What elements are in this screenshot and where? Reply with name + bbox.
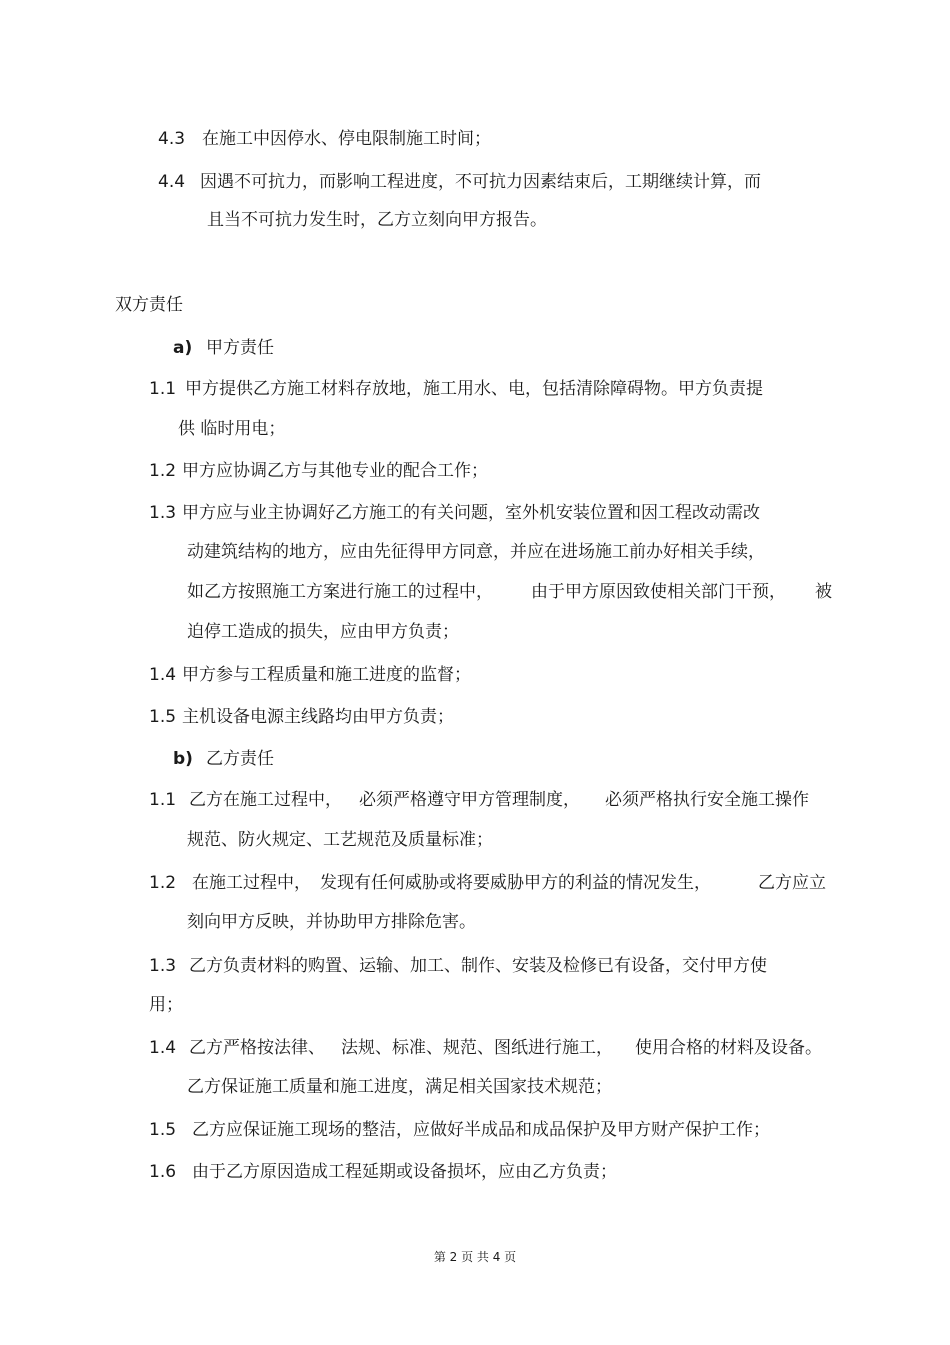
item-4-4 [158,171,761,193]
item-text-continued: 由于甲方原因致使相关部门干预， [531,582,786,602]
item-text-continued: 用； [149,995,183,1015]
item-text-continued: 规范、防火规定、工艺规范及质量标准； [187,830,493,850]
subsection-heading-a [173,337,274,359]
item-text-continued: 发现有任何威胁或将要威胁甲方的利益的情况发生， [320,873,711,893]
item-text: 甲方参与工程质量和施工进度的监督； [182,665,471,685]
item-text-continued: 必须严格执行安全施工操作 [605,790,809,810]
b-item-1-4 [149,1037,325,1059]
b-item-1-6 [149,1161,617,1183]
a-item-1-5 [149,706,454,728]
b-item-1-5 [149,1119,770,1141]
subsection-label: b) [173,749,193,769]
item-number: 1.1 [149,790,177,810]
subsection-title: 乙方责任 [206,749,274,769]
a-item-1-1 [149,378,763,400]
item-number: 1.3 [149,956,177,976]
item-text: 乙方负责材料的购置、运输、加工、制作、安装及检修已有设备，交付甲方使 [189,956,767,976]
item-number: 1.4 [149,1038,177,1058]
item-text-continued: 迫停工造成的损失，应由甲方负责； [187,622,459,642]
item-text: 甲方应协调乙方与其他专业的配合工作； [182,461,488,481]
item-text-continued: 且当不可抗力发生时，乙方立刻向甲方报告。 [207,210,547,230]
item-text: 在施工中因停水、停电限制施工时间； [202,129,491,149]
subsection-title: 甲方责任 [206,338,274,358]
a-item-1-3 [149,502,760,524]
b-item-1-3 [149,955,767,977]
item-number: 1.6 [149,1162,177,1182]
item-number: 1.4 [149,665,177,685]
item-text: 乙方严格按法律、 [189,1038,325,1058]
subsection-heading-b [173,748,274,770]
item-text-continued: 使用合格的材料及设备。 [635,1038,822,1058]
item-text: 在施工过程中， [192,873,311,893]
item-text: 乙方应保证施工现场的整洁，应做好半成品和成品保护及甲方财产保护工作； [192,1120,770,1140]
item-number: 1.2 [149,873,177,893]
b-item-1-1 [149,789,342,811]
page-footer: 第 2 页 共 4 页 [433,1250,517,1264]
item-text-continued: 动建筑结构的地方，应由先征得甲方同意，并应在进场施工前办好相关手续， [187,542,765,562]
item-4-3 [158,128,491,150]
item-text-continued: 法规、标准、规范、图纸进行施工， [341,1038,613,1058]
a-item-1-2 [149,460,488,482]
item-text-continued: 被 [815,582,832,602]
item-text: 乙方在施工过程中， [189,790,342,810]
item-text: 甲方提供乙方施工材料存放地，施工用水、电，包括清除障碍物。甲方负责提 [185,379,763,399]
item-number: 1.5 [149,707,177,727]
item-number: 1.3 [149,503,177,523]
item-text-continued: 乙方保证施工质量和施工进度，满足相关国家技术规范； [187,1077,612,1097]
subsection-label: a) [173,338,193,358]
item-text: 由于乙方原因造成工程延期或设备损坏，应由乙方负责； [192,1162,617,1182]
section-title: 双方责任 [115,295,183,315]
item-text-continued: 必须严格遵守甲方管理制度， [359,790,580,810]
item-number: 1.2 [149,461,177,481]
item-number: 4.3 [158,129,186,149]
item-text-continued: 如乙方按照施工方案进行施工的过程中， [187,582,493,602]
item-number: 1.1 [149,379,177,399]
a-item-1-4 [149,664,471,686]
item-text: 因遇不可抗力，而影响工程进度，不可抗力因素结束后，工期继续计算，而 [200,172,761,192]
item-text: 主机设备电源主线路均由甲方负责； [182,707,454,727]
item-number: 1.5 [149,1120,177,1140]
item-text-continued: 乙方应立 [758,873,826,893]
item-number: 4.4 [158,172,186,192]
item-text: 甲方应与业主协调好乙方施工的有关问题，室外机安装位置和因工程改动需改 [182,503,760,523]
item-text-continued: 供 临时用电； [178,419,286,439]
item-text-continued: 刻向甲方反映，并协助甲方排除危害。 [187,912,476,932]
b-item-1-2 [149,872,311,894]
